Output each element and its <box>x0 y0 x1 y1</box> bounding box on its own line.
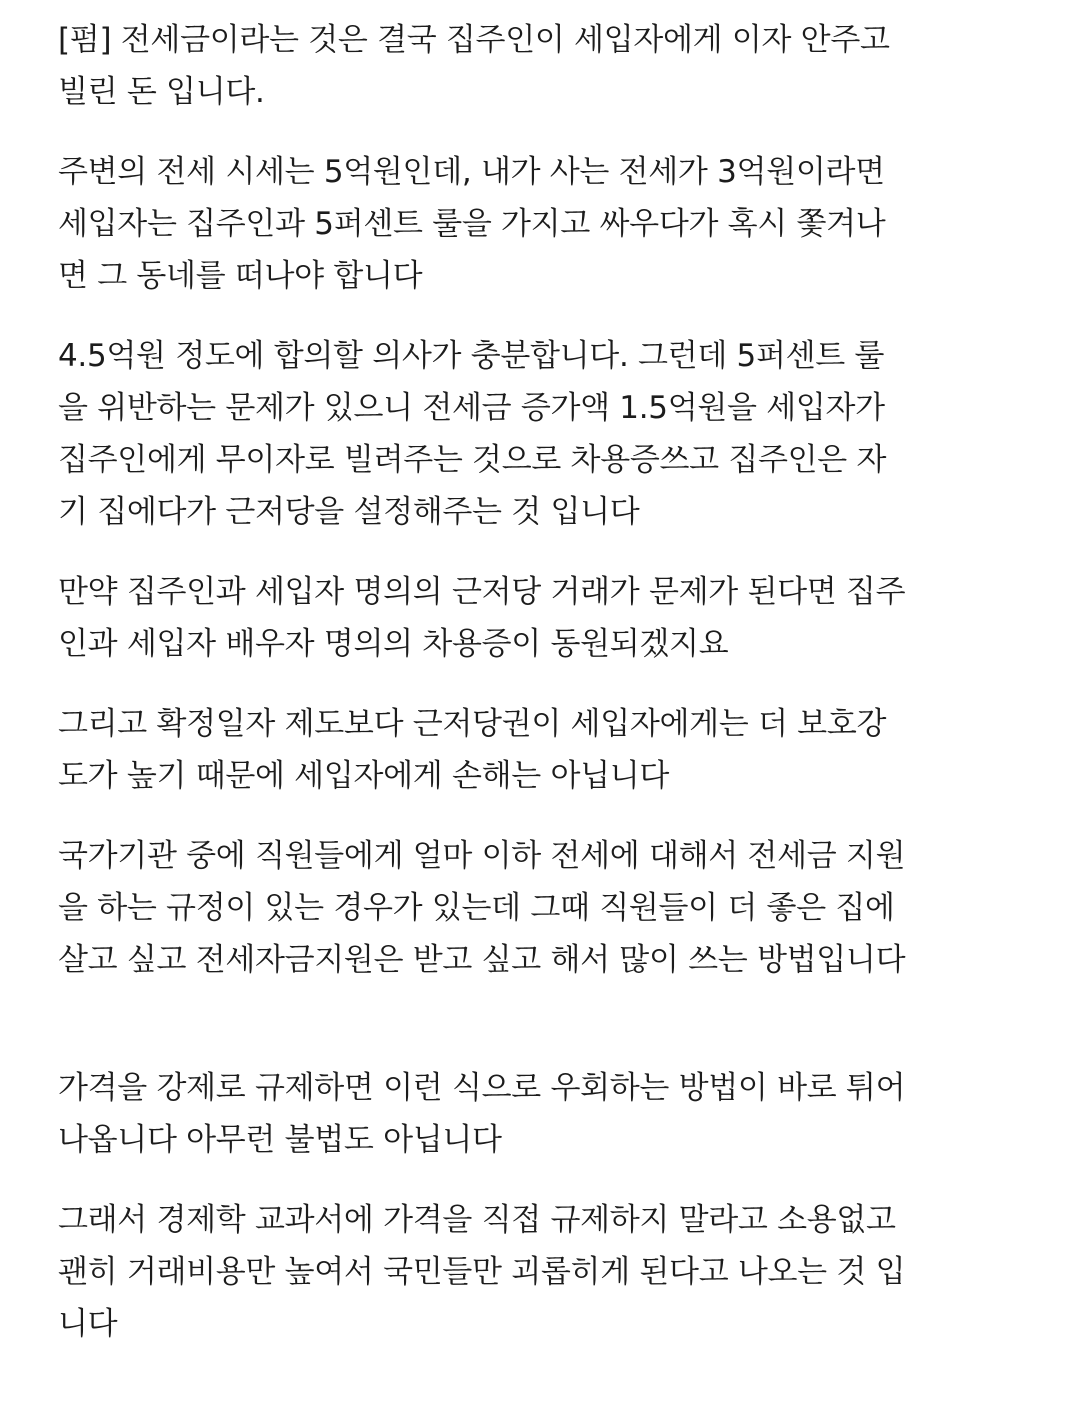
paragraph-2 <box>58 146 1048 302</box>
post-body <box>58 14 1048 1378</box>
text-line: 나옵니다 아무런 불법도 아닙니다 <box>58 1122 502 1158</box>
paragraph-1 <box>58 14 1048 118</box>
text-line: 괜히 거래비용만 높여서 국민들만 괴롭히게 된다고 나오는 것 입 <box>58 1254 906 1290</box>
text-line: 기 집에다가 근저당을 설정해주는 것 입니다 <box>58 494 640 530</box>
text-line: 을 하는 규정이 있는 경우가 있는데 그때 직원들이 더 좋은 집에 <box>58 890 895 926</box>
text-line: 살고 싶고 전세자금지원은 받고 싶고 해서 많이 쓰는 방법입니다 <box>58 942 906 978</box>
text-line: [펌] 전세금이라는 것은 결국 집주인이 세입자에게 이자 안주고 <box>58 22 890 58</box>
paragraph-5 <box>58 698 1048 802</box>
text-line: 그리고 확정일자 제도보다 근저당권이 세입자에게는 더 보호강 <box>58 706 887 742</box>
text-line: 을 위반하는 문제가 있으니 전세금 증가액 1.5억원을 세입자가 <box>58 390 885 426</box>
text-line: 빌린 돈 입니다. <box>58 74 265 110</box>
text-line: 세입자는 집주인과 5퍼센트 룰을 가지고 싸우다가 혹시 쫓겨나 <box>58 206 886 242</box>
paragraph-4 <box>58 566 1048 670</box>
paragraph-6 <box>58 830 1048 986</box>
text-line: 도가 높기 때문에 세입자에게 손해는 아닙니다 <box>58 758 670 794</box>
text-line: 면 그 동네를 떠나야 합니다 <box>58 258 423 294</box>
text-line: 니다 <box>58 1306 118 1342</box>
text-line: 국가기관 중에 직원들에게 얼마 이하 전세에 대해서 전세금 지원 <box>58 838 906 874</box>
paragraph-7 <box>58 1062 1048 1166</box>
paragraph-8 <box>58 1194 1048 1350</box>
text-line: 그래서 경제학 교과서에 가격을 직접 규제하지 말라고 소용없고 <box>58 1202 896 1238</box>
text-line: 만약 집주인과 세입자 명의의 근저당 거래가 문제가 된다면 집주 <box>58 574 906 610</box>
text-line: 인과 세입자 배우자 명의의 차용증이 동원되겠지요 <box>58 626 729 662</box>
text-line: 4.5억원 정도에 합의할 의사가 충분합니다. 그런데 5퍼센트 룰 <box>58 338 885 374</box>
text-line: 집주인에게 무이자로 빌려주는 것으로 차용증쓰고 집주인은 자 <box>58 442 887 478</box>
paragraph-3 <box>58 330 1048 538</box>
text-line: 주변의 전세 시세는 5억원인데, 내가 사는 전세가 3억원이라면 <box>58 154 885 190</box>
text-line: 가격을 강제로 규제하면 이런 식으로 우회하는 방법이 바로 튀어 <box>58 1070 906 1106</box>
